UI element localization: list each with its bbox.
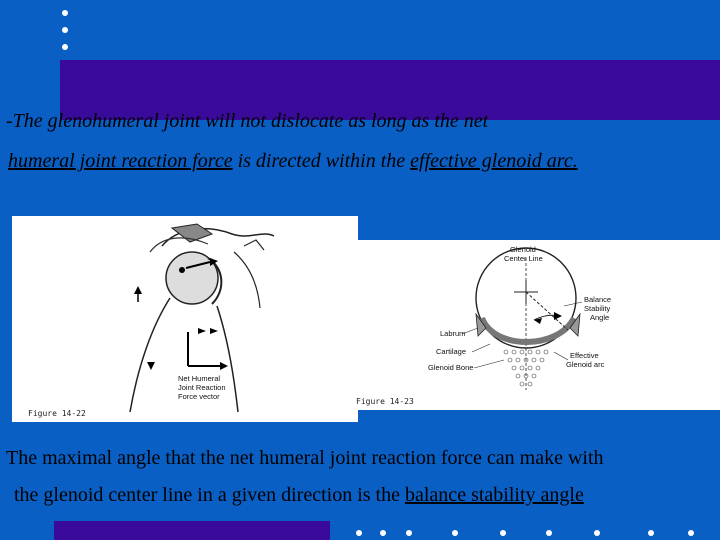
figure-left: [12, 216, 358, 422]
force-label-3: Force vector: [178, 392, 220, 401]
line2-mid-text: is directed within the: [232, 150, 411, 172]
decor-dot: [62, 10, 68, 16]
balance-label-1: Balance: [584, 295, 612, 304]
slide-text-line-2: [8, 150, 578, 173]
decor-dot: [62, 27, 68, 33]
balance-label-2: Stability: [584, 304, 611, 313]
center-line-label-2: Center Line: [504, 254, 543, 263]
line3-text: The maximal angle that the net humeral joint reaction force can make with: [6, 447, 604, 469]
figure-right-caption: Figure 14-23: [356, 397, 414, 406]
slide-text-line-4: [14, 484, 584, 507]
decor-dot: [648, 530, 654, 536]
decor-dot: [356, 530, 362, 536]
decor-dot: [546, 530, 552, 536]
center-line-label-1: Glenoid: [510, 245, 536, 254]
bottom-band: [54, 521, 330, 540]
effective-arc-label-1: Effective: [570, 351, 599, 360]
cartilage-label: Cartilage: [436, 347, 467, 356]
balance-label-3: Angle: [590, 313, 610, 322]
effective-arc-label-2: Glenoid arc: [566, 360, 605, 369]
labrum-label: Labrum: [440, 329, 466, 338]
figure-right: [354, 240, 720, 410]
figure-left-caption: Figure 14-22: [28, 409, 86, 418]
glenoid-diagram: [354, 240, 720, 410]
decor-dot: [594, 530, 600, 536]
decor-dot: [500, 530, 506, 536]
force-label-1: Net Humeral: [178, 374, 221, 383]
glenoid-arc-link[interactable]: effective glenoid arc.: [410, 150, 578, 172]
glenoid-bone-label: Glenoid Bone: [428, 363, 474, 372]
line4-text: the glenoid center line in a given direction is the: [14, 484, 405, 506]
decor-dot: [380, 530, 386, 536]
balance-stability-link[interactable]: balance stability angle: [405, 484, 584, 506]
decor-dot: [406, 530, 412, 536]
slide-text-line-3: [6, 447, 604, 470]
humeral-force-link[interactable]: humeral joint reaction force: [8, 150, 233, 172]
decor-dot: [62, 44, 68, 50]
slide-text-line-1: [6, 110, 488, 133]
decor-dot: [452, 530, 458, 536]
shoulder-diagram: [12, 216, 358, 422]
force-label-2: Joint Reaction: [178, 383, 226, 392]
line1-text: -The glenohumeral joint will not dislocate as long as the net: [6, 110, 489, 132]
decor-dot: [688, 530, 694, 536]
